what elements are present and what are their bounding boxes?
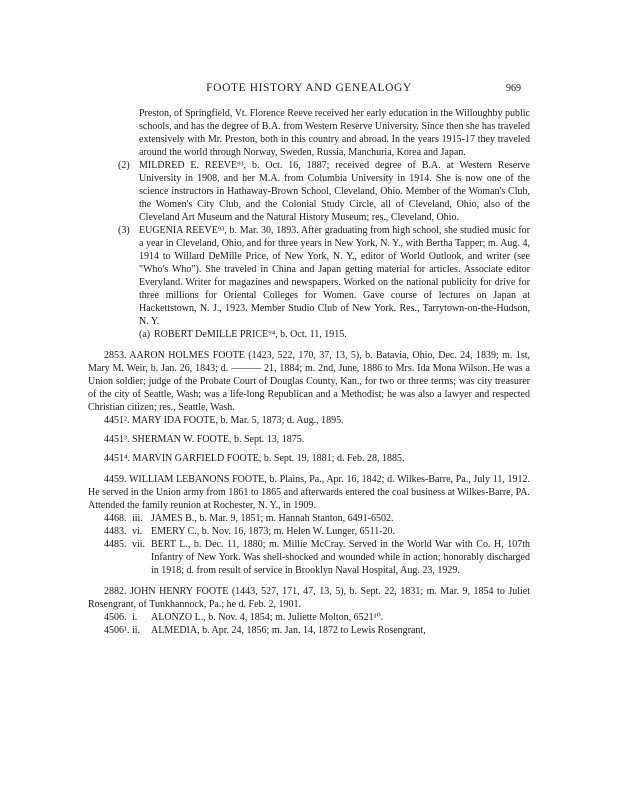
child-number: vi. xyxy=(132,526,143,537)
running-title: FOOTE HISTORY AND GENEALOGY xyxy=(206,82,412,94)
item-number: (2) xyxy=(118,160,130,171)
item-text: EUGENIA REEVE⁹³, b. Mar. 30, 1893. After graduating from high school, she studied music for a year in Cleveland, Ohio, and for three years in New York, N. Y., with Bertha Tapper; m. Aug. 4, 1914 to Willard DeMille Price, of New York, N. Y., editor of World Outlook, and writer (see "Who's Who"). She traveled in China and Japan getting material for articles. Associate editor Everyland. Writer for magazines and newspapers. Worked on the national publicity for drive for three millions for Oriental Colleges for Women. Gave course of lectures on Japan at Hackettstown, N. J., 1923. Member Studio Club of New York. Res., Tarrytown-on-the-Hudson, N. Y. xyxy=(139,225,530,327)
child-text: BERT L., b. Dec. 11, 1880; m. Millie McCray. Served in the World War with Co. H, 107th Infantry of New York. Was shell-shocked and wounded while in action; honorably discharged in 1918; d. from result of service in Brooklyn Naval Hospital, Aug. 23, 1929. xyxy=(151,539,530,576)
child-id: 4468. xyxy=(104,513,127,524)
child-4468 xyxy=(88,512,530,525)
child-4506 xyxy=(88,611,530,624)
page-header xyxy=(0,82,618,98)
child-id: 4483. xyxy=(104,526,127,537)
reeve-child-3 xyxy=(88,224,530,328)
child-text: EMERY C., b. Nov. 16, 1873; m. Helen W. Lunger, 6511-20. xyxy=(151,526,396,537)
child-text: ALMEDIA, b. Apr. 24, 1856; m. Jan. 14, 1872 to Lewis Rosengrant, xyxy=(151,625,426,636)
page-number: 969 xyxy=(506,83,521,94)
item-text: MILDRED E. REEVE⁹³, b. Oct. 16, 1887; received degree of B.A. at Western Reserve University in 1908, and her M.A. from Columbia University in 1914. She is now one of the science instructors in Hathaway-Brown School, Cleveland, Ohio. Member of the Woman's Club, the Women's City Club, and the Colonial Study Circle, all of Cleveland, Ohio, also of the Cleveland Art Museum and the Natural History Museum; res., Cleveland, Ohio. xyxy=(139,160,530,223)
intro-paragraph: Preston, of Springfield, Vt. Florence Reeve received her early education in the Willoughby public schools, and has the degree of B.A. from Western Reserve University. Since then she has traveled extensively with Mr. Preston, both in this country and abroad. In the years 1915-17 they traveled around the world through Norway, Sweden, Russia, Manchuria, Korea and Japan. xyxy=(139,108,530,158)
child-4485 xyxy=(88,538,530,577)
child-number: i. xyxy=(132,612,138,623)
entry-4451-4: 4451⁴. MARVIN GARFIELD FOOTE, b. Sept. 19, 1881; d. Feb. 28, 1885. xyxy=(104,453,405,464)
item-number: (3) xyxy=(118,225,130,236)
child-id: 4485. xyxy=(104,539,127,550)
child-number: ii. xyxy=(132,625,141,636)
child-id: 4506. xyxy=(104,612,127,623)
child-number: vii. xyxy=(132,539,146,550)
entry-2853: 2853. AARON HOLMES FOOTE (1423, 522, 170, 37, 13, 5), b. Batavia, Ohio, Dec. 24, 1839; m. 1st, Mary M. Weir, b. Jan. 26, 1843; d. ——— 21, 1884; m. 2nd, June, 1886 to Mrs. Ida Mona Wilson. He was a Union soldier; judge of the Probate Court of Douglas County, Kan., for two or three terms; was city treasurer of the city of Seattle, Wash; was a life-long Republican and a Methodist; he was also a lawyer and respected Christian citizen; res., Seattle, Wash. xyxy=(88,350,530,413)
grandchild-item xyxy=(88,328,530,341)
child-4483 xyxy=(88,525,530,538)
child-id: 4506¹. xyxy=(104,625,130,636)
entry-4451-2: 4451². MARY IDA FOOTE, b. Mar. 5, 1873; d. Aug., 1895. xyxy=(104,415,344,426)
entry-2882: 2882. JOHN HENRY FOOTE (1443, 527, 171, 47, 13, 5), b. Sept. 22, 1831; m. Mar. 9, 1854 to Juliet Rosengrant, of Tunkhannock, Pa.; he d. Feb. 2, 1901. xyxy=(88,586,530,610)
child-4506-1 xyxy=(88,624,530,637)
item-number: (a) xyxy=(139,329,151,340)
item-text: ROBERT DeMILLE PRICE⁹⁴, b. Oct. 11, 1915. xyxy=(154,329,347,340)
page-body xyxy=(88,107,530,637)
child-text: JAMES B., b. Mar. 9, 1851; m. Hannah Stanton, 6491-6502. xyxy=(151,513,394,524)
entry-4459: 4459. WILLIAM LEBANONS FOOTE, b. Plains, Pa., Apr. 16, 1842; d. Wilkes-Barre, Pa., July 11, 1912. He served in the Union army from 1861 to 1865 and afterwards entered the coal business at Wilkes-Barre, PA. Attended the family reunion at Rochester, N. Y., in 1909. xyxy=(88,474,530,511)
child-number: iii. xyxy=(132,513,143,524)
child-text: ALONZO L., b. Nov. 4, 1854; m. Juliette Molton, 6521¹⁰. xyxy=(151,612,384,623)
reeve-child-2 xyxy=(88,159,530,224)
entry-4451-3: 4451³. SHERMAN W. FOOTE, b. Sept. 13, 1875. xyxy=(104,434,305,445)
